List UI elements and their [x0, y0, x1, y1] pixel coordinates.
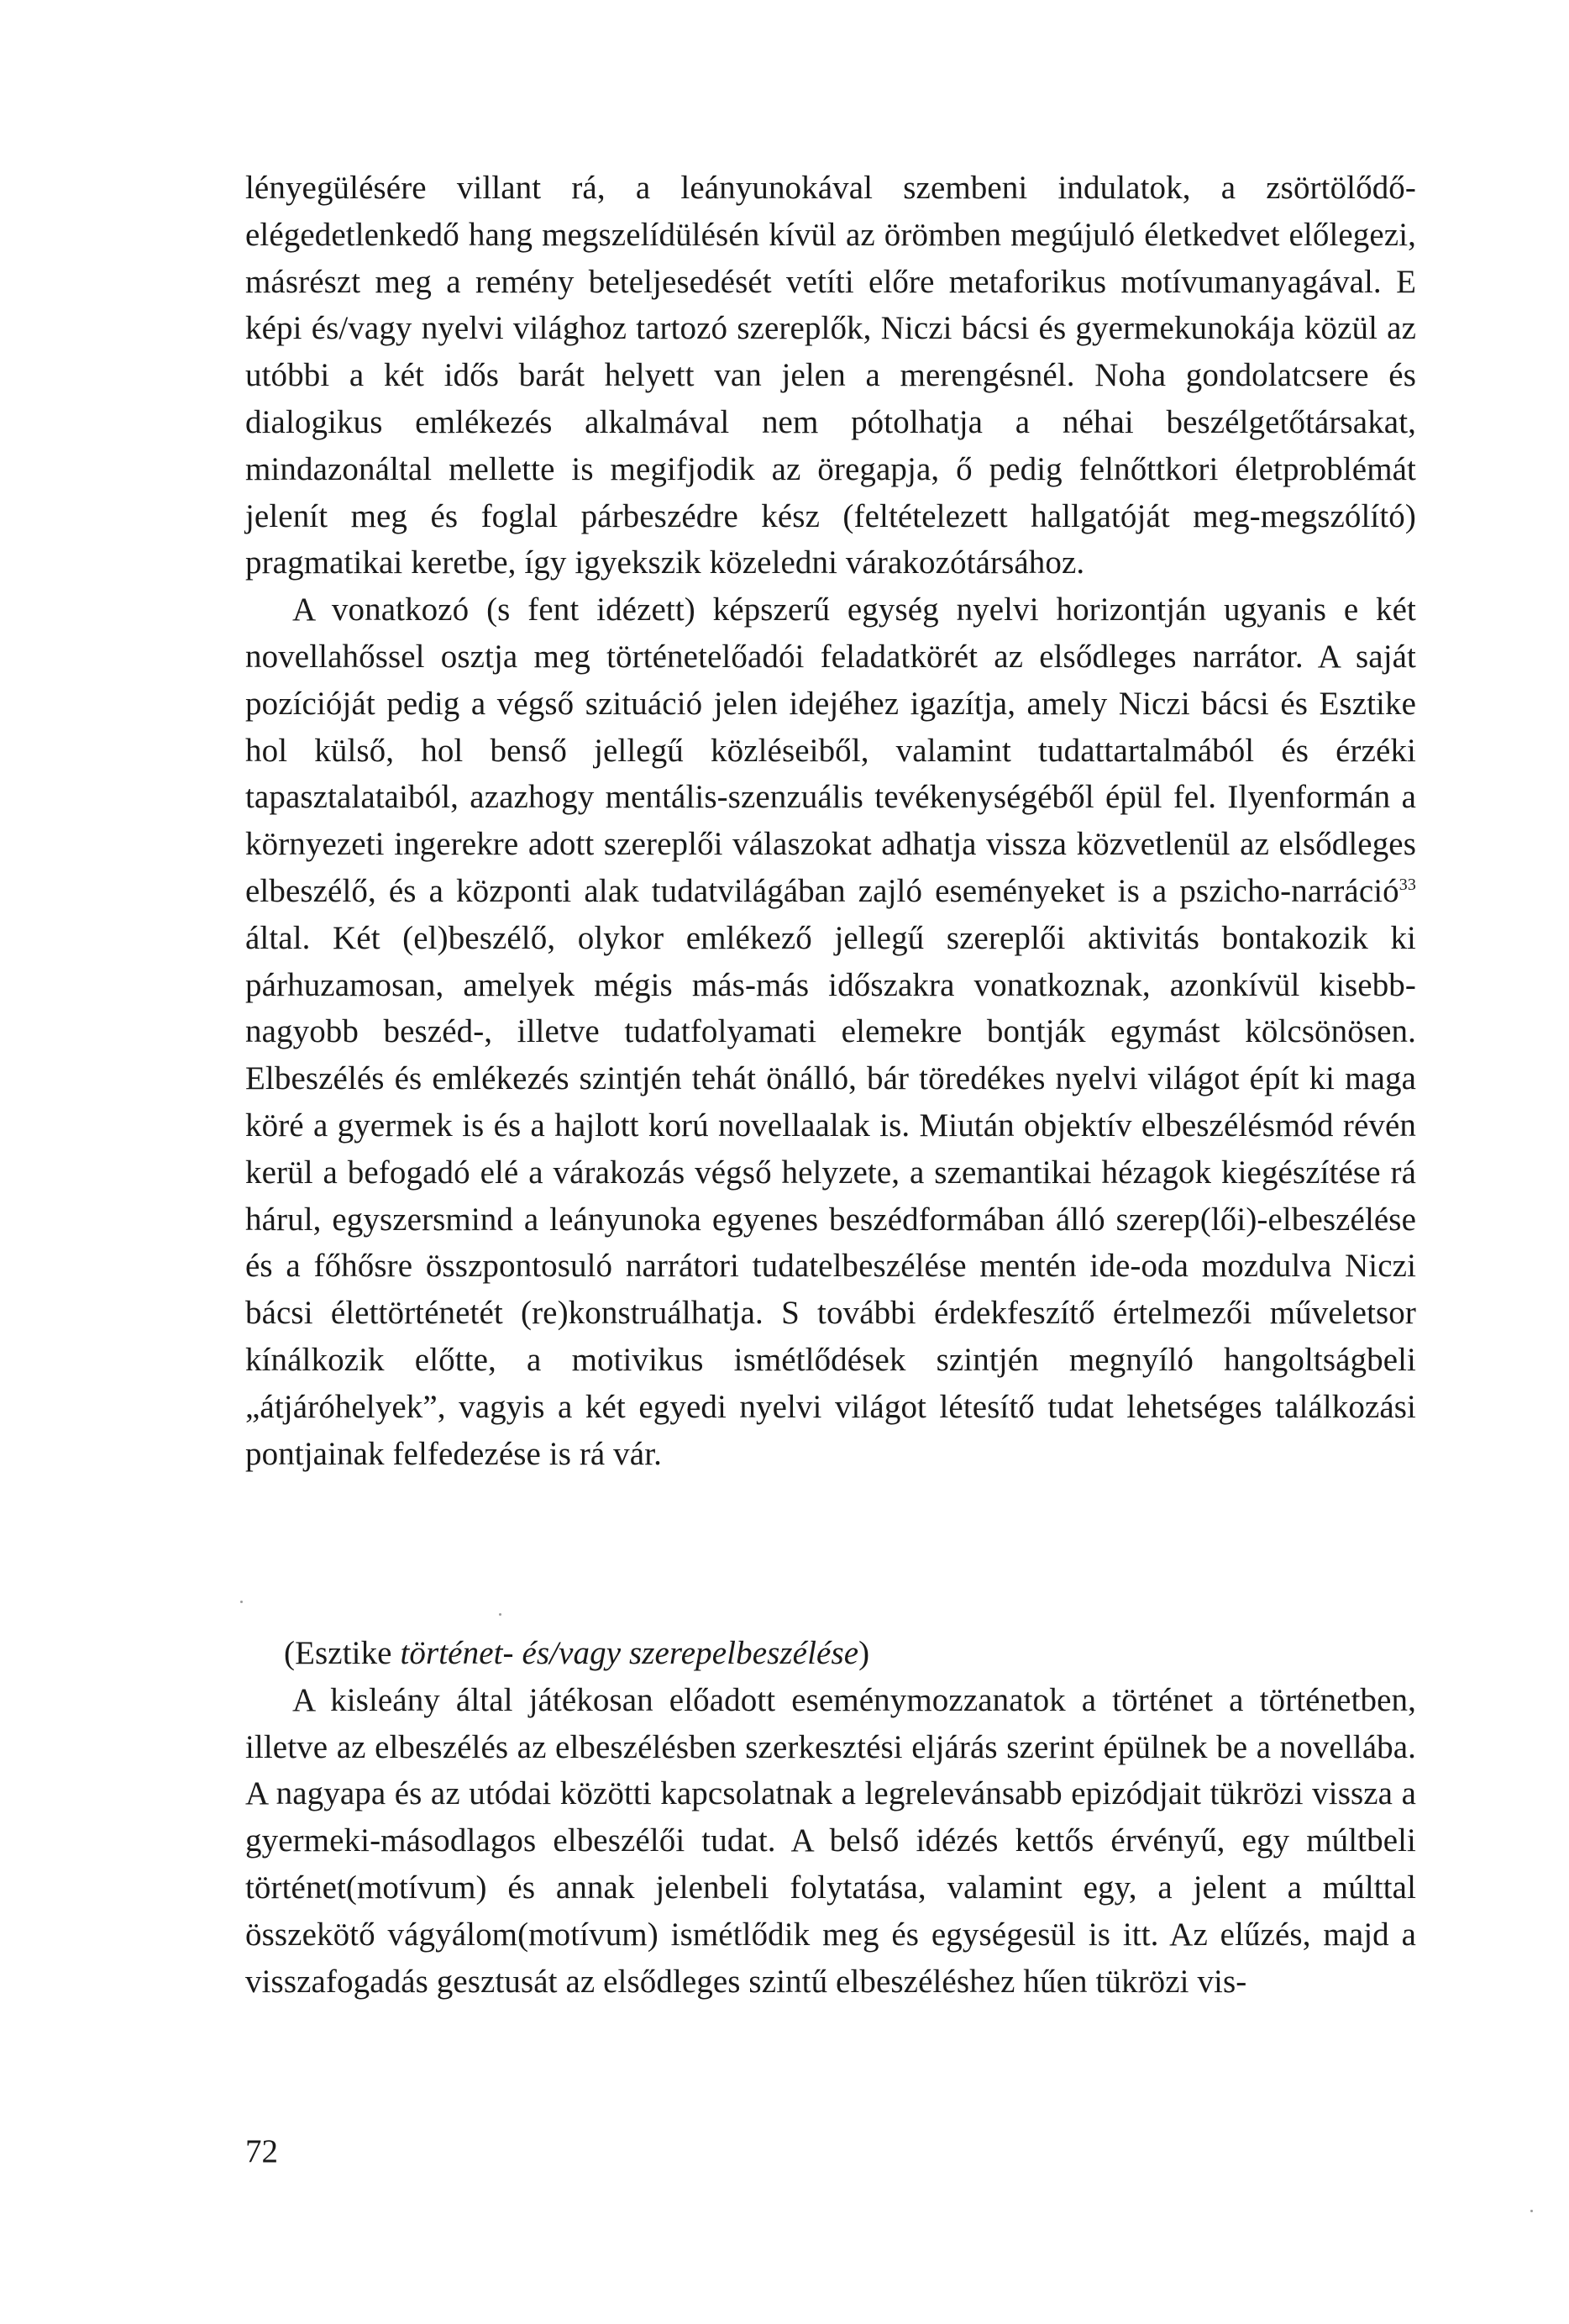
- page-number: 72: [245, 2133, 278, 2169]
- scan-speck: [1530, 2210, 1533, 2212]
- paragraph-text-before-footnote: A vonatkozó (s fent idézett) képszerű egység nyelvi horizontján ugyanis e két novellahőssel osztja meg történetelőadói feladatkörét az elsődleges narrátor. A saját pozícióját pedig a végső szituáció jelen idejéhez igazítja, amely Niczi bácsi és Esztike hol külső, hol benső jellegű közléseiből, valamint tudattartalmából és érzéki tapasztalataiból, azazhogy mentális-szenzuális tevékenységéből épül fel. Ilyenformán a környezeti ingerekre adott szereplői válaszokat adhatja vissza közvetlenül az elsődleges elbeszélő, és a központi alak tudatvilágában zajló eseményeket is a pszicho-narráció: [245, 592, 1416, 909]
- main-text-bottom: [245, 1630, 1416, 2005]
- scan-speck: [240, 1601, 243, 1603]
- paragraph-continuation: lényegülésére villant rá, a leányunokával szembeni indulatok, a zsörtölődő-elégedetlenkedő hang megszelídülésén kívül az örömben megújuló életkedvet előlegezi, másrészt meg a remény beteljesedését vetíti előre metaforikus motívumanyagával. E képi és/vagy nyelvi világhoz tartozó szereplők, Niczi bácsi és gyermekunokája közül az utóbbi a két idős barát helyett van jelen a merengésnél. Noha gondolatcsere és dialogikus emlékezés alkalmával nem pótolhatja a néhai beszélgetőtársakat, mindazonáltal mellette is megifjodik az öregapja, ő pedig felnőttkori életproblémát jelenít meg és foglal párbeszédre kész (feltételezett hallgatóját meg-megszólító) pragmatikai keretbe, így igyekszik közeledni várakozótársához.: [245, 170, 1416, 581]
- main-text-top: [245, 165, 1416, 1477]
- section-heading-italic: történet- és/vagy szerepelbeszélése: [400, 1635, 859, 1671]
- paragraph-section-body: A kisleány által játékosan előadott eseménymozzanatok a történet a történetben, illetve az elbeszélés az elbeszélésben szerkesztési eljárás szerint épülnek be a novellába. A nagyapa és az utódai közötti kapcsolatnak a legrelevánsabb epizódjait tükrözi vissza a gyermeki-másodlagos elbeszélői tudat. A belső idézés kettős érvényű, egy múltbeli történet(motívum) és annak jelenbeli folytatása, valamint egy, a jelent a múlttal összekötő vágyálom(motívum) ismétlődik meg és egységesül is itt. Az elűzés, majd a visszafogadás gesztusát az elsődleges szintű elbeszéléshez hűen tükrözi vis-: [245, 1681, 1416, 2000]
- section-heading-open: (Esztike: [284, 1635, 401, 1671]
- section-heading-close: ): [858, 1635, 870, 1671]
- paragraph-text-after-footnote: által. Két (el)beszélő, olykor emlékező jellegű szereplői aktivitás bontakozik ki párhuzamosan, amelyek mégis más-más időszakra vonatkoznak, azonkívül kisebb-nagyobb beszéd-, illetve tudatfolyamati elemekre bontják egymást kölcsönösen. Elbeszélés és emlékezés szintjén tehát önálló, bár töredékes nyelvi világot épít ki maga köré a gyermek is és a hajlott korú novellaalak is. Miután objektív elbeszélésmód révén kerül a befogadó elé a várakozás végső helyzete, a szemantikai hézagok kiegészítése rá hárul, egyszersmind a leányunoka egyenes beszédformában álló szerep(lői)-elbeszélése és a főhősre összpontosuló narrátori tudatelbeszélése mentén ide-oda mozdulva Niczi bácsi élettörténetét (re)konstruálhatja. S további érdekfeszítő értelmezői műveletsor kínálkozik előtte, a motivikus ismétlődések szintjén megnyíló hangoltságbeli „átjáróhelyek”, vagyis a két egyedi nyelvi világot létesítő tudat lehetséges találkozási pontjainak felfedezése is rá vár.: [245, 919, 1416, 1472]
- footnote-marker: 33: [1398, 875, 1416, 894]
- scan-speck: [499, 1613, 501, 1616]
- paragraph-indented: [245, 586, 1416, 1477]
- section-heading: [245, 1630, 1416, 1677]
